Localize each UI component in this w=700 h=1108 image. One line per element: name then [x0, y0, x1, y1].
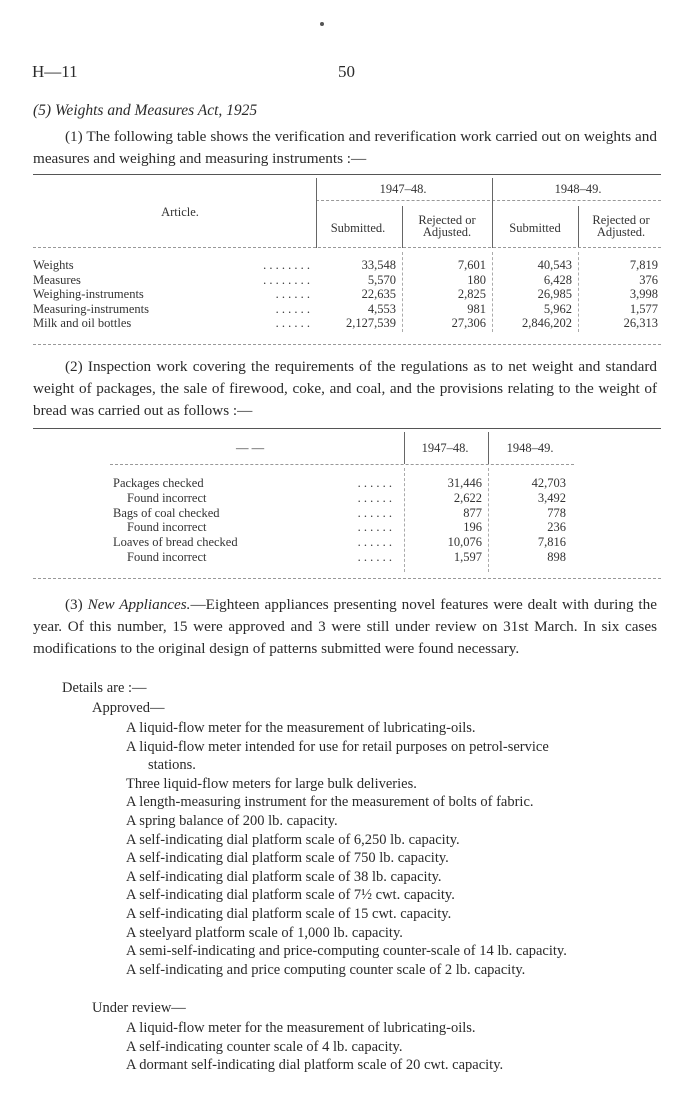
approved-item: A self-indicating dial platform scale of 6,250 lb. capacity. — [126, 831, 460, 848]
table2-value-4748-cell: 877 — [463, 505, 482, 520]
table2-year-a: 1947–48. — [421, 441, 469, 455]
table2-vline-1 — [404, 432, 405, 464]
table1-header-rule — [33, 247, 661, 248]
table1-article-cell: Measures — [33, 272, 81, 287]
table2-leader-dots: . . . . . . — [357, 550, 392, 564]
table2-body-vline-2 — [488, 468, 489, 572]
intro-paragraph: (1) The following table shows the verification and reverification work carried out on weights and measures and weighing and measuring instruments :— — [33, 128, 657, 167]
table1-vline-1 — [316, 178, 317, 248]
page-speck — [320, 22, 324, 26]
section-heading: (5) Weights and Measures Act, 1925 — [33, 102, 258, 119]
table2-leader-dots: . . . . . . — [357, 535, 392, 550]
para3-prefix: (3) — [65, 596, 88, 613]
table2-value-4748-cell: 10,076 — [447, 535, 482, 550]
table2-label-cell: Found incorrect — [127, 520, 207, 535]
table1-rejected-4748-cell: 180 — [467, 272, 486, 287]
table1-submitted-4748-cell: 2,127,539 — [346, 316, 396, 331]
details-label: Details are :— — [62, 680, 147, 696]
table1-body-vline-3 — [492, 252, 493, 332]
table1-top-rule — [33, 174, 661, 175]
table2-vline-2 — [488, 432, 489, 464]
table2-label-cell: Packages checked — [113, 476, 204, 490]
table2-value-4849-cell: 42,703 — [531, 476, 566, 490]
table2-value-4748-cell: 2,622 — [453, 490, 482, 505]
table2-label-cell: Bags of coal checked — [113, 505, 220, 520]
table1-submitted-4748-cell: 5,570 — [367, 272, 396, 287]
table1-leader-dots: . . . . . . . . — [263, 272, 310, 287]
approved-label: Approved— — [92, 700, 165, 716]
approved-item: A self-indicating dial platform scale of 750 lb. capacity. — [126, 850, 449, 867]
table1-rejected-4748-cell: 981 — [467, 301, 486, 316]
table1-sub-submitted-a: Submitted. — [330, 221, 386, 235]
approved-item: A self-indicating dial platform scale of 7½ cwt. capacity. — [126, 887, 455, 904]
table1-sub-rejected-b: Rejected or Adjusted. — [592, 213, 650, 239]
table1-rejected-4849-cell: 1,577 — [629, 301, 658, 316]
table1-body-vline-4 — [578, 252, 579, 332]
table2-value-4748-cell: 1,597 — [453, 550, 482, 564]
table2-label-cell: Found incorrect — [127, 490, 207, 505]
table1-rejected-4849-cell: 26,313 — [623, 316, 658, 331]
table2-bottom-rule — [33, 578, 661, 579]
table1-submitted-4849-cell: 6,428 — [543, 272, 572, 287]
table1-rejected-4849-cell: 7,819 — [629, 258, 658, 272]
approved-item: A length-measuring instrument for the measurement of bolts of fabric. — [126, 794, 534, 811]
table1-leader-dots: . . . . . . — [275, 301, 310, 316]
review-item: A self-indicating counter scale of 4 lb. capacity. — [126, 1038, 403, 1055]
approved-item: A liquid-flow meter intended for use for retail purposes on petrol-service — [126, 738, 549, 755]
table2-value-4849-cell: 778 — [547, 505, 566, 520]
table1-body-vline-2 — [402, 252, 403, 332]
table2-label-cell: Found incorrect — [127, 550, 207, 564]
approved-item: stations. — [148, 757, 196, 774]
table1-leader-dots: . . . . . . — [275, 316, 310, 331]
table1-submitted-4748-cell: 4,553 — [367, 301, 396, 316]
table2-dash-header: — — — [235, 441, 265, 455]
approved-item: A liquid-flow meter for the measurement of lubricating-oils. — [126, 720, 476, 736]
table2-label-cell: Loaves of bread checked — [113, 535, 238, 550]
table2-value-4849-cell: 3,492 — [537, 490, 566, 505]
table1-article-cell: Milk and oil bottles — [33, 316, 132, 331]
table1-leader-dots: . . . . . . — [275, 287, 310, 302]
table1-year-a: 1947–48. — [379, 182, 427, 196]
table1-article-cell: Weights — [33, 258, 74, 272]
table2-leader-dots: . . . . . . — [357, 490, 392, 505]
table1-bottom-rule — [33, 344, 661, 345]
approved-item: A self-indicating and price computing counter scale of 2 lb. capacity. — [126, 961, 526, 978]
page-number: 50 — [338, 62, 355, 81]
table2-value-4849-cell: 898 — [547, 550, 566, 564]
table1-article-cell: Weighing-instruments — [33, 287, 144, 302]
table1-submitted-4849-cell: 26,985 — [537, 287, 572, 302]
table2-value-4849-cell: 236 — [547, 520, 566, 535]
table1-submitted-4849-cell: 40,543 — [537, 258, 572, 272]
table1-article-cell: Measuring-instruments — [33, 301, 149, 316]
table1-vline-2 — [402, 206, 403, 248]
table1-rejected-4849-cell: 376 — [639, 272, 658, 287]
approved-item: Three liquid-flow meters for large bulk deliveries. — [126, 775, 417, 792]
table1-submitted-4748-cell: 22,635 — [361, 287, 396, 302]
table1-year-rule — [316, 200, 661, 201]
table1-rejected-4748-cell: 7,601 — [457, 258, 486, 272]
review-label: Under review— — [92, 1000, 186, 1016]
table2-leader-dots: . . . . . . — [357, 505, 392, 520]
approved-item: A self-indicating dial platform scale of 15 cwt. capacity. — [126, 906, 452, 922]
table1-sub-submitted-b: Submitted — [509, 221, 561, 235]
table1-article-header: Article. — [161, 205, 199, 219]
table2-body-vline-1 — [404, 468, 405, 572]
table2-leader-dots: . . . . . . — [357, 476, 392, 490]
approved-item: A self-indicating dial platform scale of 38 lb. capacity. — [126, 868, 442, 885]
table1-submitted-4849-cell: 2,846,202 — [522, 316, 572, 331]
approved-item: A semi-self-indicating and price-computing counter-scale of 14 lb. capacity. — [126, 943, 567, 960]
table2-leader-dots: . . . . . . — [357, 520, 392, 535]
review-item: A dormant self-indicating dial platform scale of 20 cwt. capacity. — [126, 1057, 504, 1074]
table2-value-4748-cell: 196 — [463, 520, 482, 535]
table2-top-rule — [33, 428, 661, 429]
table1-year-b: 1948–49. — [554, 182, 602, 196]
table1-rejected-4748-cell: 2,825 — [457, 287, 486, 302]
review-item: A liquid-flow meter for the measurement of lubricating-oils. — [126, 1020, 476, 1036]
table2-header-rule — [110, 464, 574, 465]
table1-vline-4 — [578, 206, 579, 248]
approved-item: A spring balance of 200 lb. capacity. — [126, 813, 338, 829]
para3-italic-heading: New Appliances. — [87, 596, 191, 613]
table1-submitted-4748-cell: 33,548 — [361, 258, 396, 272]
table2-year-b: 1948–49. — [506, 441, 554, 455]
table1-leader-dots: . . . . . . . . — [263, 258, 310, 272]
table1-submitted-4849-cell: 5,962 — [543, 301, 572, 316]
table2-value-4849-cell: 7,816 — [537, 535, 566, 550]
table1-sub-rejected-a: Rejected or Adjusted. — [418, 213, 476, 239]
table1-rejected-4849-cell: 3,998 — [629, 287, 658, 302]
table1-vline-3 — [492, 178, 493, 248]
table2-value-4748-cell: 31,446 — [447, 476, 482, 490]
inspection-paragraph: (2) Inspection work covering the requirements of the regulations as to net weight and standard weight of packages, the sale of firewood, coke, and coal, and the provisions relating to the weight of bread was carried out as follows :— — [33, 358, 657, 419]
approved-item: A steelyard platform scale of 1,000 lb. capacity. — [126, 924, 403, 941]
para3-text: —Eighteen appliances presenting novel features were dealt with during the year. Of this number, 15 were approved and 3 were still under review on 31st March. In six cases modifications to the original design of patterns submitted were found necessary. — [33, 596, 657, 657]
page-ref: H—11 — [32, 62, 78, 81]
new-appliances-paragraph — [33, 594, 657, 660]
table1-rejected-4748-cell: 27,306 — [451, 316, 486, 331]
